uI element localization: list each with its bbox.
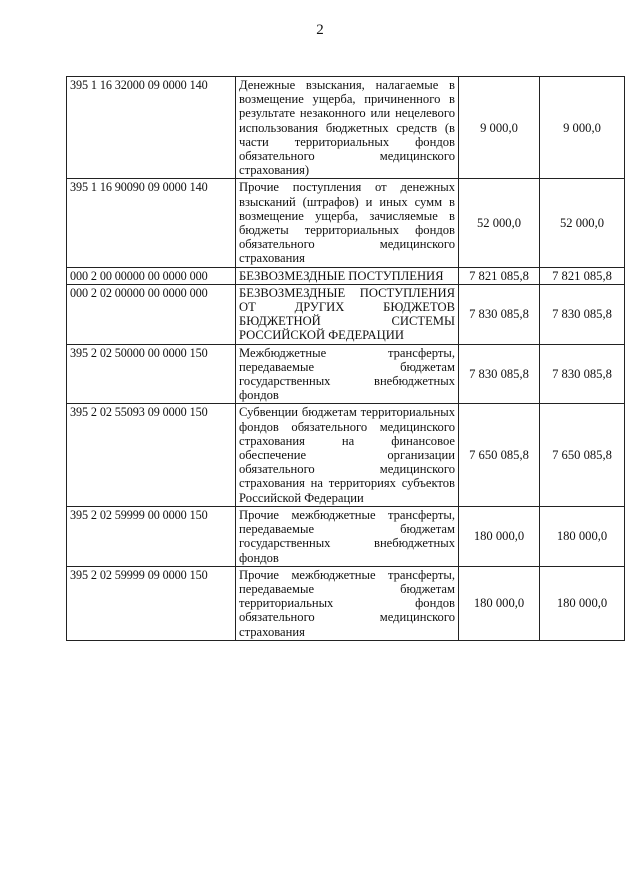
amount-cell: 180 000,0 (459, 566, 540, 640)
amount-cell: 9 000,0 (540, 77, 625, 179)
amount-cell: 9 000,0 (459, 77, 540, 179)
amount-cell: 52 000,0 (459, 179, 540, 267)
table-row (67, 179, 625, 267)
revenue-name-cell: Денежные взыскания, налагаемые в возмещение ущерба, причиненного в результате незаконного или нецелевого использования бюджетных средств (в части территориальных фондов обязательного медицинского страхования) (236, 77, 459, 179)
budget-code-cell: 395 1 16 32000 09 0000 140 (67, 77, 236, 179)
amount-cell: 7 821 085,8 (540, 267, 625, 284)
table-row (67, 284, 625, 344)
revenue-name-cell: Прочие межбюджетные трансферты, передаваемые бюджетам территориальных фондов обязательного медицинского страхования (236, 566, 459, 640)
amount-cell: 52 000,0 (540, 179, 625, 267)
budget-revenue-table (66, 76, 625, 641)
amount-cell: 180 000,0 (459, 506, 540, 566)
table-row (67, 566, 625, 640)
amount-cell: 7 650 085,8 (540, 404, 625, 506)
amount-cell: 7 821 085,8 (459, 267, 540, 284)
budget-code-cell: 395 2 02 55093 09 0000 150 (67, 404, 236, 506)
table-row (67, 404, 625, 506)
amount-cell: 7 830 085,8 (540, 344, 625, 404)
revenue-name-cell: Прочие межбюджетные трансферты, передаваемые бюджетам государственных внебюджетных фондов (236, 506, 459, 566)
amount-cell: 7 830 085,8 (540, 284, 625, 344)
table-row (67, 77, 625, 179)
revenue-name-cell: Субвенции бюджетам территориальных фондов обязательного медицинского страхования на финансовое обеспечение организации обязательного медицинского страхования на территориях субъектов Российской Федерации (236, 404, 459, 506)
revenue-name-cell: Межбюджетные трансферты, передаваемые бюджетам государственных внебюджетных фондов (236, 344, 459, 404)
budget-code-cell: 000 2 02 00000 00 0000 000 (67, 284, 236, 344)
revenue-name-cell: БЕЗВОЗМЕЗДНЫЕ ПОСТУПЛЕНИЯ (236, 267, 459, 284)
revenue-name-cell: Прочие поступления от денежных взысканий (штрафов) и иных сумм в возмещение ущерба, зачисляемые в бюджеты территориальных фондов обязательного медицинского страхования (236, 179, 459, 267)
amount-cell: 180 000,0 (540, 506, 625, 566)
amount-cell: 7 650 085,8 (459, 404, 540, 506)
budget-code-cell: 395 1 16 90090 09 0000 140 (67, 179, 236, 267)
amount-cell: 180 000,0 (540, 566, 625, 640)
budget-code-cell: 395 2 02 59999 00 0000 150 (67, 506, 236, 566)
amount-cell: 7 830 085,8 (459, 284, 540, 344)
budget-code-cell: 395 2 02 50000 00 0000 150 (67, 344, 236, 404)
revenue-name-cell: БЕЗВОЗМЕЗДНЫЕ ПОСТУПЛЕНИЯ ОТ ДРУГИХ БЮДЖЕТОВ БЮДЖЕТНОЙ СИСТЕМЫ РОССИЙСКОЙ ФЕДЕРАЦИИ (236, 284, 459, 344)
table-row (67, 344, 625, 404)
table-row (67, 506, 625, 566)
amount-cell: 7 830 085,8 (459, 344, 540, 404)
table-row (67, 267, 625, 284)
budget-code-cell: 000 2 00 00000 00 0000 000 (67, 267, 236, 284)
budget-code-cell: 395 2 02 59999 09 0000 150 (67, 566, 236, 640)
page-number: 2 (316, 22, 324, 38)
